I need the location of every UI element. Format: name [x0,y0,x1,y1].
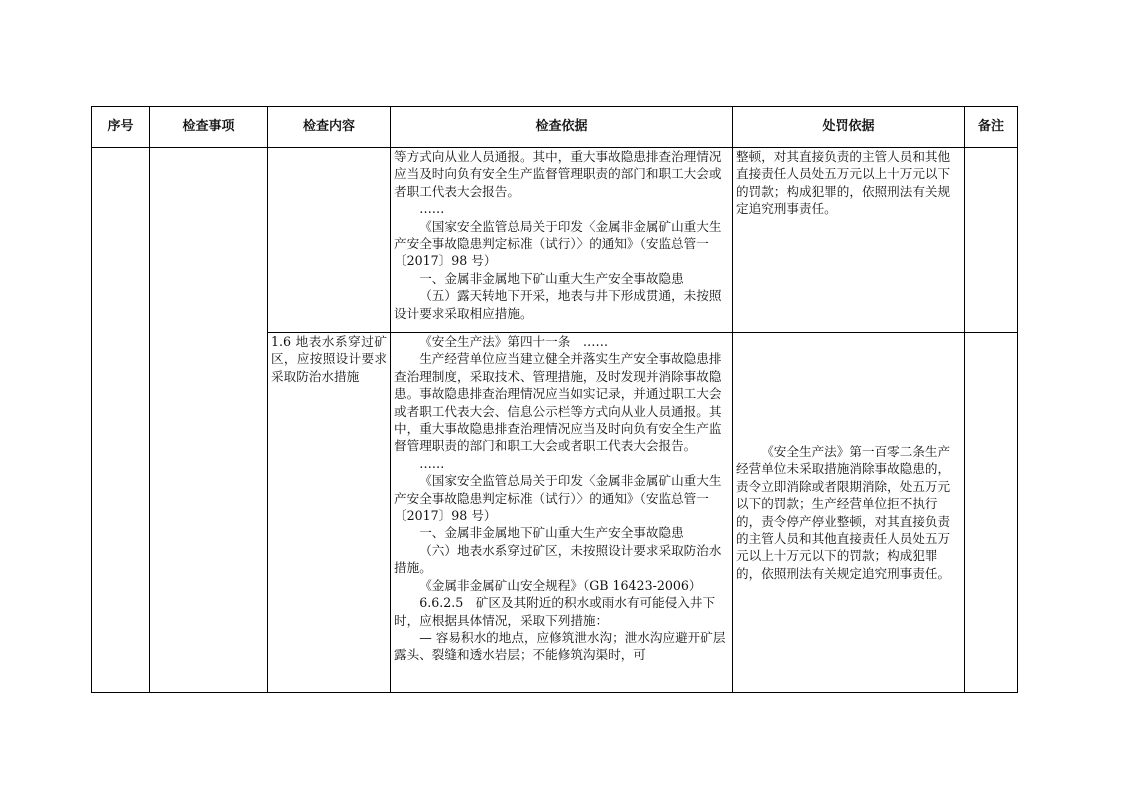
content-cell [268,148,391,333]
header-basis: 检查依据 [391,107,733,148]
remark-cell [965,148,1018,333]
header-content: 检查内容 [268,107,391,148]
paragraph: 一、金属非金属地下矿山重大生产安全事故隐患 [419,270,684,286]
paragraph: 《安全生产法》第一百零二条生产经营单位未采取措施消除事故隐患的，责令立即消除或者限期消除，处五万元以下的罚款；生产经营单位拒不执行的，责令停产停业整顿，对其直接负责的主管人员和其他直接责任人员处五万元以上十万元以下的罚款；构成犯罪的，依照刑法有关规定追究刑事责任。 [736,443,951,581]
penalty-cell [733,148,965,333]
content-cell: 1.6 地表水系穿过矿区，应按照设计要求采取防治水措施 [268,333,391,693]
paragraph: 等方式向从业人员通报。其中，重大事故隐患排查治理情况应当及时向负有安全生产监督管理职责的部门和职工大会或者职工代表大会报告。 [394,149,722,199]
paragraph: （五）露天转地下开采，地表与井下形成贯通，未按照设计要求采取相应措施。 [394,288,722,321]
inspection-table [91,106,1018,693]
paragraph: 6.6.2.5 矿区及其附近的积水或雨水有可能侵入井下时，应根据具体情况，采取下列措施： [394,595,716,628]
remark-cell [965,333,1018,693]
paragraph: 《安全生产法》第四十一条 …… [419,334,609,349]
paragraph: …… [419,455,445,471]
basis-text [394,148,729,322]
basis-text [394,333,729,664]
table-row [92,148,1018,333]
paragraph: 《金属非金属矿山安全规程》（GB 16423-2006） [419,577,702,593]
penalty-text [736,443,961,582]
paragraph: 生产经营单位应当建立健全并落实生产安全事故隐患排查治理制度，采取技术、管理措施，及时发现并消除事故隐患。事故隐患排查治理情况应当如实记录，并通过职工大会或者职工代表大会、信息公示栏等方式向从业人员通报。其中，重大事故隐患排查治理情况应当及时向负有安全生产监督管理职责的部门和职工大会或者职工代表大会报告。 [394,351,722,454]
paragraph: — 容易积水的地点，应修筑泄水沟；泄水沟应避开矿层露头、裂缝和透水岩层；不能修筑沟渠时，可 [394,629,726,663]
header-item: 检查事项 [150,107,268,148]
header-row [92,107,1018,148]
paragraph: 一、金属非金属地下矿山重大生产安全事故隐患 [419,525,684,541]
paragraph: （六）地表水系穿过矿区，未按照设计要求采取防治水措施。 [394,542,722,576]
basis-cell [391,148,733,333]
item-cell [150,148,268,693]
paragraph: …… [419,201,445,217]
penalty-text: 整顿，对其直接负责的主管人员和其他直接责任人员处五万元以上十万元以下的罚款；构成犯罪的，依照刑法有关规定追究刑事责任。 [736,149,951,217]
basis-cell [391,333,733,693]
seq-cell [92,148,150,693]
penalty-cell [733,333,965,693]
header-remark: 备注 [965,107,1018,148]
paragraph: 《国家安全监管总局关于印发〈金属非金属矿山重大生产安全事故隐患判定标准（试行）〉的通知》（安监总管一〔2017〕98 号） [394,473,722,524]
header-penalty: 处罚依据 [733,107,965,148]
paragraph: 《国家安全监管总局关于印发〈金属非金属矿山重大生产安全事故隐患判定标准（试行）〉的通知》（安监总管一〔2017〕98 号） [394,218,722,269]
header-seq: 序号 [92,107,150,148]
